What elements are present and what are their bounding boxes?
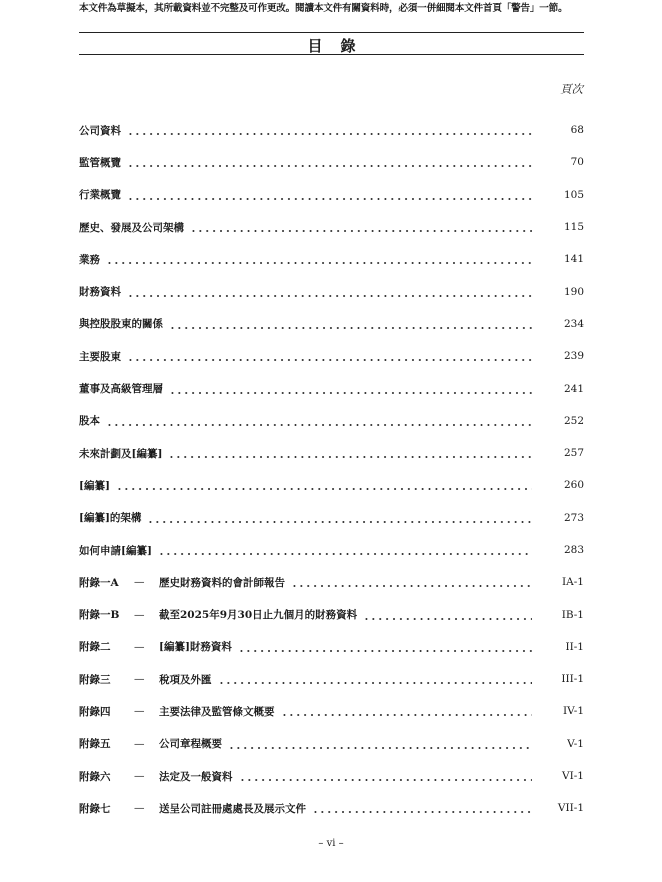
appendix-dash: — — [134, 608, 145, 621]
appendix-entry[interactable] — [79, 792, 584, 824]
appendix-dash: — — [134, 802, 145, 815]
appendix-dash: — — [134, 640, 145, 653]
appendix-title: [編纂]財務資料 — [159, 641, 232, 654]
appendix-label: 附錄二 — [79, 641, 111, 654]
page-title: 目錄 — [307, 37, 374, 55]
appendix-label: 附錄一A — [79, 576, 119, 589]
toc-entry[interactable] — [79, 114, 584, 146]
dot-leader — [312, 802, 532, 814]
appendix-title: 公司章程概要 — [159, 738, 222, 751]
appendix-title: 法定及一般資料 — [159, 770, 233, 783]
appendix-title: 送呈公司註冊處處長及展示文件 — [159, 802, 306, 815]
toc-entry[interactable] — [79, 502, 584, 534]
appendix-entry[interactable] — [79, 631, 584, 663]
appendix-title: 截至2025年9月30日止九個月的財務資料 — [159, 609, 358, 622]
title-rule — [79, 54, 584, 55]
dot-leader — [147, 512, 532, 524]
appendix-entry[interactable] — [79, 663, 584, 695]
dot-leader — [106, 415, 532, 427]
toc-entry-page: 68 — [570, 124, 584, 137]
toc-entry[interactable] — [79, 372, 584, 404]
appendix-dash: — — [134, 770, 145, 783]
toc-entry-title: 公司資料 — [79, 124, 121, 137]
toc-entry-page: 241 — [563, 382, 584, 395]
page-number: – vi – — [318, 838, 344, 849]
dot-leader — [158, 544, 532, 556]
toc-entry[interactable] — [79, 340, 584, 372]
toc-entry-page: 252 — [563, 414, 584, 427]
toc-entry-title: 監管概覽 — [79, 156, 121, 169]
toc-entry-title: 財務資料 — [79, 286, 121, 299]
dot-leader — [106, 253, 532, 265]
dot-leader — [127, 286, 532, 298]
appendix-page: VI-1 — [562, 770, 584, 783]
appendix-title: 歷史財務資料的會計師報告 — [159, 576, 285, 589]
appendix-dash: — — [134, 576, 145, 589]
dot-leader — [190, 221, 532, 233]
dot-leader — [238, 641, 532, 653]
appendix-title: 稅項及外匯 — [159, 673, 212, 686]
appendix-entry[interactable] — [79, 728, 584, 760]
toc-entry-title: 如何申請[編纂] — [79, 544, 152, 557]
toc-entry-page: 115 — [563, 221, 584, 234]
toc-entry-title: [編纂]的架構 — [79, 512, 142, 525]
appendix-page: IA-1 — [562, 576, 584, 589]
toc-entry[interactable] — [79, 308, 584, 340]
appendix-entry[interactable] — [79, 598, 584, 630]
toc-entry-page: 234 — [563, 317, 584, 330]
dot-leader — [281, 705, 533, 717]
draft-notice: 本文件為草擬本，其所載資料並不完整及可作更改。閱讀本文件有關資料時，必須一併細閱本文件首頁「警告」一節。 — [79, 3, 568, 14]
toc-entry-title: 業務 — [79, 253, 100, 266]
toc-entry-page: 141 — [563, 253, 584, 266]
dot-leader — [363, 609, 532, 621]
toc-entry-page: 257 — [563, 447, 584, 460]
appendix-label: 附錄六 — [79, 770, 111, 783]
toc-entry-page: 70 — [570, 156, 584, 169]
appendix-label: 附錄七 — [79, 802, 111, 815]
toc-entry[interactable] — [79, 405, 584, 437]
appendix-dash: — — [134, 737, 145, 750]
toc-entry-title: 未來計劃及[編纂] — [79, 447, 163, 460]
dot-leader — [169, 383, 532, 395]
toc-entry[interactable] — [79, 534, 584, 566]
appendix-entry[interactable] — [79, 695, 584, 727]
dot-leader — [168, 447, 532, 459]
toc-entry[interactable] — [79, 469, 584, 501]
toc-entry[interactable] — [79, 211, 584, 243]
toc-entry-title: 行業概覽 — [79, 189, 121, 202]
toc-entry-title: [編纂] — [79, 479, 110, 492]
appendix-title: 主要法律及監管條文概要 — [159, 705, 275, 718]
table-of-contents — [79, 114, 584, 825]
toc-entry[interactable] — [79, 179, 584, 211]
toc-entry-title: 與控股股東的關係 — [79, 318, 163, 331]
header-rule — [79, 32, 584, 33]
appendix-dash: — — [134, 705, 145, 718]
appendix-page: V-1 — [567, 737, 584, 750]
toc-entry[interactable] — [79, 146, 584, 178]
toc-entry[interactable] — [79, 243, 584, 275]
appendix-page: IV-1 — [563, 705, 584, 718]
appendix-entry[interactable] — [79, 760, 584, 792]
toc-entry-title: 股本 — [79, 415, 100, 428]
dot-leader — [169, 318, 532, 330]
dot-leader — [218, 673, 533, 685]
dot-leader — [116, 479, 532, 491]
toc-entry-title: 歷史、發展及公司架構 — [79, 221, 184, 234]
appendix-label: 附錄三 — [79, 673, 111, 686]
appendix-page: III-1 — [561, 673, 584, 686]
toc-entry[interactable] — [79, 437, 584, 469]
appendix-dash: — — [134, 673, 145, 686]
dot-leader — [127, 189, 532, 201]
dot-leader — [291, 576, 532, 588]
dot-leader — [127, 124, 532, 136]
appendix-label: 附錄一B — [79, 609, 120, 622]
appendix-entry[interactable] — [79, 566, 584, 598]
dot-leader — [239, 770, 533, 782]
toc-entry-page: 190 — [563, 285, 584, 298]
toc-entry-page: 273 — [563, 511, 584, 524]
dot-leader — [127, 350, 532, 362]
appendix-label: 附錄四 — [79, 705, 111, 718]
toc-entry-title: 主要股東 — [79, 350, 121, 363]
appendix-page: IB-1 — [561, 608, 584, 621]
toc-entry-page: 260 — [563, 479, 584, 492]
appendix-label: 附錄五 — [79, 738, 111, 751]
toc-entry-title: 董事及高級管理層 — [79, 383, 163, 396]
toc-entry-page: 283 — [563, 544, 584, 556]
appendix-page: VII-1 — [557, 802, 584, 815]
toc-entry-page: 105 — [563, 188, 584, 201]
toc-entry-page: 239 — [563, 350, 584, 363]
page-column-label: 頁次 — [560, 82, 583, 96]
toc-entry[interactable] — [79, 275, 584, 307]
dot-leader — [228, 738, 532, 750]
dot-leader — [127, 156, 532, 168]
appendix-page: II-1 — [565, 640, 584, 653]
